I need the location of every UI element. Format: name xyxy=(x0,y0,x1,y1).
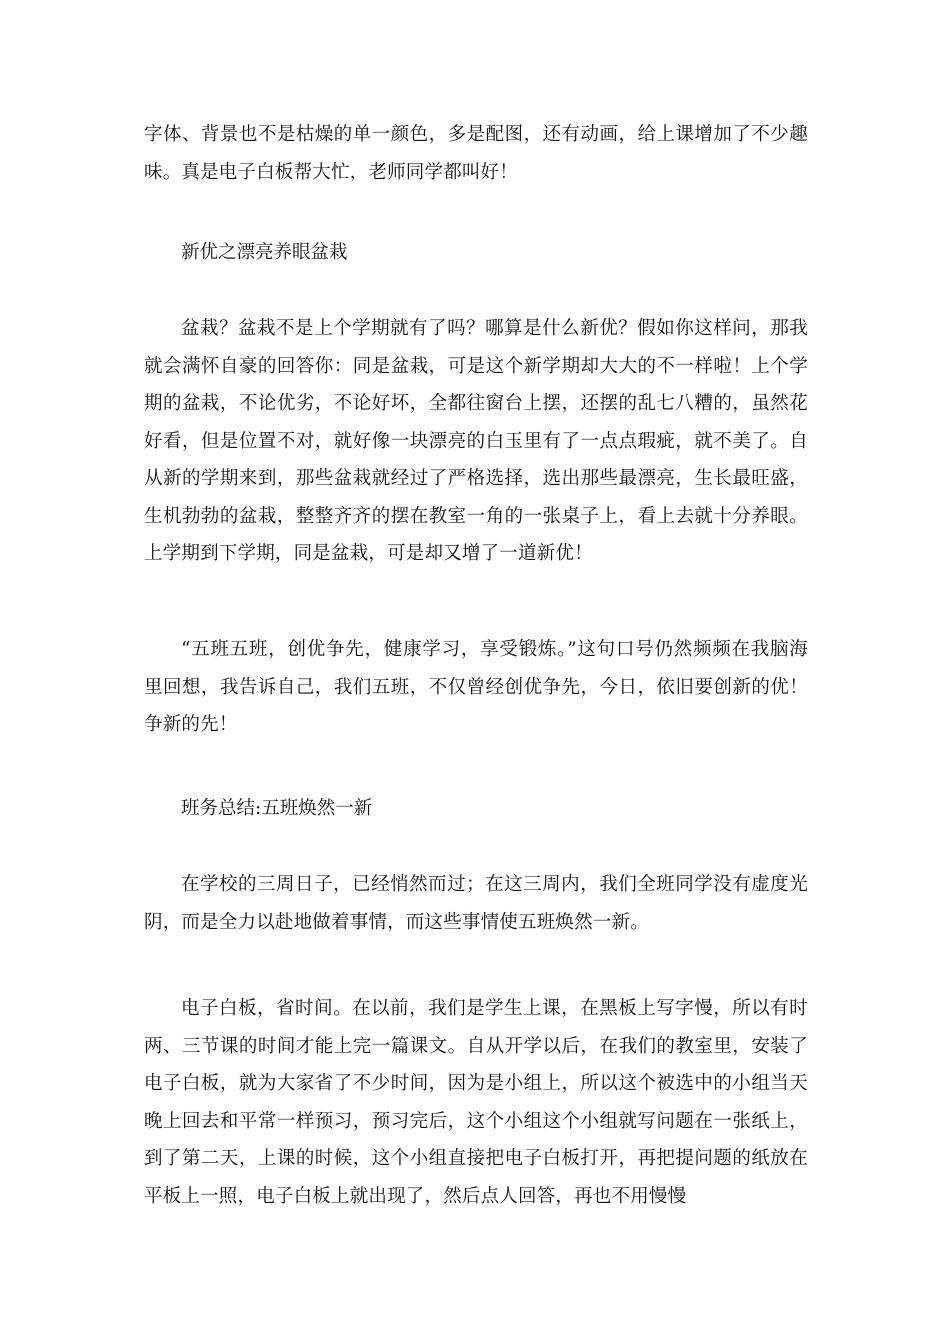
section-heading-class-summary: 班务总结:五班焕然一新 xyxy=(181,798,373,819)
paragraph-continuation: 字体、背景也不是枯燥的单一颜色，多是配图，还有动画，给上课增加了不少趣味。真是电子白板帮大忙，老师同学都叫好！ xyxy=(144,124,808,183)
paragraph-whiteboard: 电子白板，省时间。在以前，我们是学生上课，在黑板上写字慢，所以有时两、三节课的时间才能上完一篇课文。自从开学以后，在我们的教室里，安装了电子白板，就为大家省了不少时间，因为是小组上，所以这个被选中的小组当天晚上回去和平常一样预习，预习完后，这个小组这个小组就写问题在一张纸上，到了第二天，上课的时候，这个小组直接把电子白板打开，再把提问题的纸放在平板上一照，电子白板上就出现了，然后点人回答，再也不用慢慢 xyxy=(144,998,808,1207)
section-heading-bonsai: 新优之漂亮养眼盆栽 xyxy=(181,242,348,263)
paragraph-bonsai: 盆栽？盆栽不是上个学期就有了吗？哪算是什么新优？假如你这样问，那我就会满怀自豪的回答你：同是盆栽，可是这个新学期却大大的不一样啦！上个学期的盆栽，不论优劣，不论好坏，全都往窗台上摆，还摆的乱七八糟的，虽然花好看，但是位置不对，就好像一块漂亮的白玉里有了一点点瑕疵，就不美了。自从新的学期来到，那些盆栽就经过了严格选择，选出那些最漂亮，生长最旺盛，生机勃勃的盆栽，整整齐齐的摆在教室一角的一张桌子上，看上去就十分养眼。上学期到下学期，同是盆栽，可是却又增了一道新优！ xyxy=(144,318,808,564)
paragraph-slogan: “五班五班，创优争先，健康学习，享受锻炼。”这句口号仍然频频在我脑海里回想，我告诉自己，我们五班，不仅曾经创优争先，今日，依旧要创新的优！争新的先！ xyxy=(144,639,808,735)
paragraph-three-weeks: 在学校的三周日子，已经悄然而过；在这三周内，我们全班同学没有虚度光阴，而是全力以赴地做着事情，而这些事情使五班焕然一新。 xyxy=(144,874,808,933)
